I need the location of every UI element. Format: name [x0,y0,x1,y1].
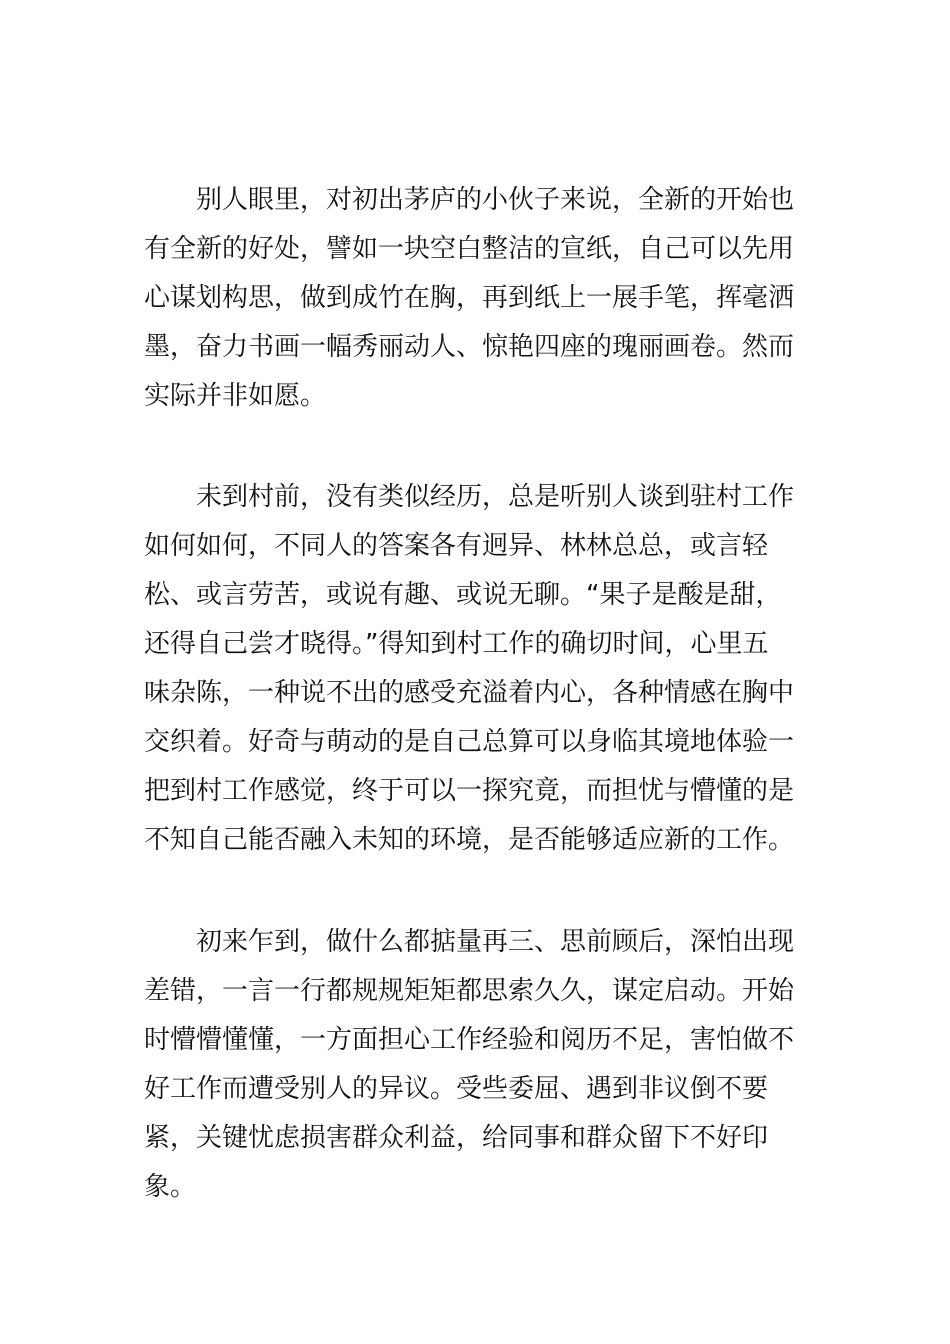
paragraph-line: 初来乍到，做什么都掂量再三、思前顾后，深怕出现 [196,927,795,957]
paragraph-1 [144,176,808,421]
paragraph-line: 实际并非如愿。 [144,381,327,411]
paragraph-line: 有全新的好处，譬如一块空白整洁的宣纸，自己可以先用 [144,234,795,264]
paragraph-line: 好工作而遭受别人的异议。受些委屈、遇到非议倒不要 [144,1074,769,1104]
paragraph-line: 还得自己尝才晓得。”得知到村工作的确切时间，心里五 [144,629,769,659]
paragraph-line: 墨，奋力书画一幅秀丽动人、惊艳四座的瑰丽画卷。然而 [144,332,795,362]
paragraph-line: 交织着。好奇与萌动的是自己总算可以身临其境地体验一 [144,727,795,757]
paragraph-line: 别人眼里，对初出茅庐的小伙子来说，全新的开始也 [196,185,795,215]
paragraph-line: 差错，一言一行都规规矩矩都思索久久，谋定启动。开始 [144,976,795,1006]
paragraph-3 [144,918,808,1212]
paragraph-line: 象。 [144,1172,197,1202]
paragraph-line: 味杂陈，一种说不出的感受充溢着内心，各种情感在胸中 [144,678,795,708]
paragraph-line: 不知自己能否融入未知的环境，是否能够适应新的工作。 [144,825,795,855]
paragraph-line: 紧，关键忧虑损害群众利益，给同事和群众留下不好印 [144,1123,769,1153]
paragraph-line: 未到村前，没有类似经历，总是听别人谈到驻村工作 [196,482,795,512]
paragraph-line: 如何如何，不同人的答案各有迥异、林林总总，或言轻 [144,531,769,561]
paragraph-line: 把到村工作感觉，终于可以一探究竟，而担忧与懵懂的是 [144,776,795,806]
paragraph-line: 心谋划构思，做到成竹在胸，再到纸上一展手笔，挥毫洒 [144,283,795,313]
paragraph-line: 松、或言劳苦，或说有趣、或说无聊。“果子是酸是甜， [144,580,782,610]
paragraph-2 [144,473,808,865]
paragraph-line: 时懵懵懂懂，一方面担心工作经验和阅历不足，害怕做不 [144,1025,795,1055]
